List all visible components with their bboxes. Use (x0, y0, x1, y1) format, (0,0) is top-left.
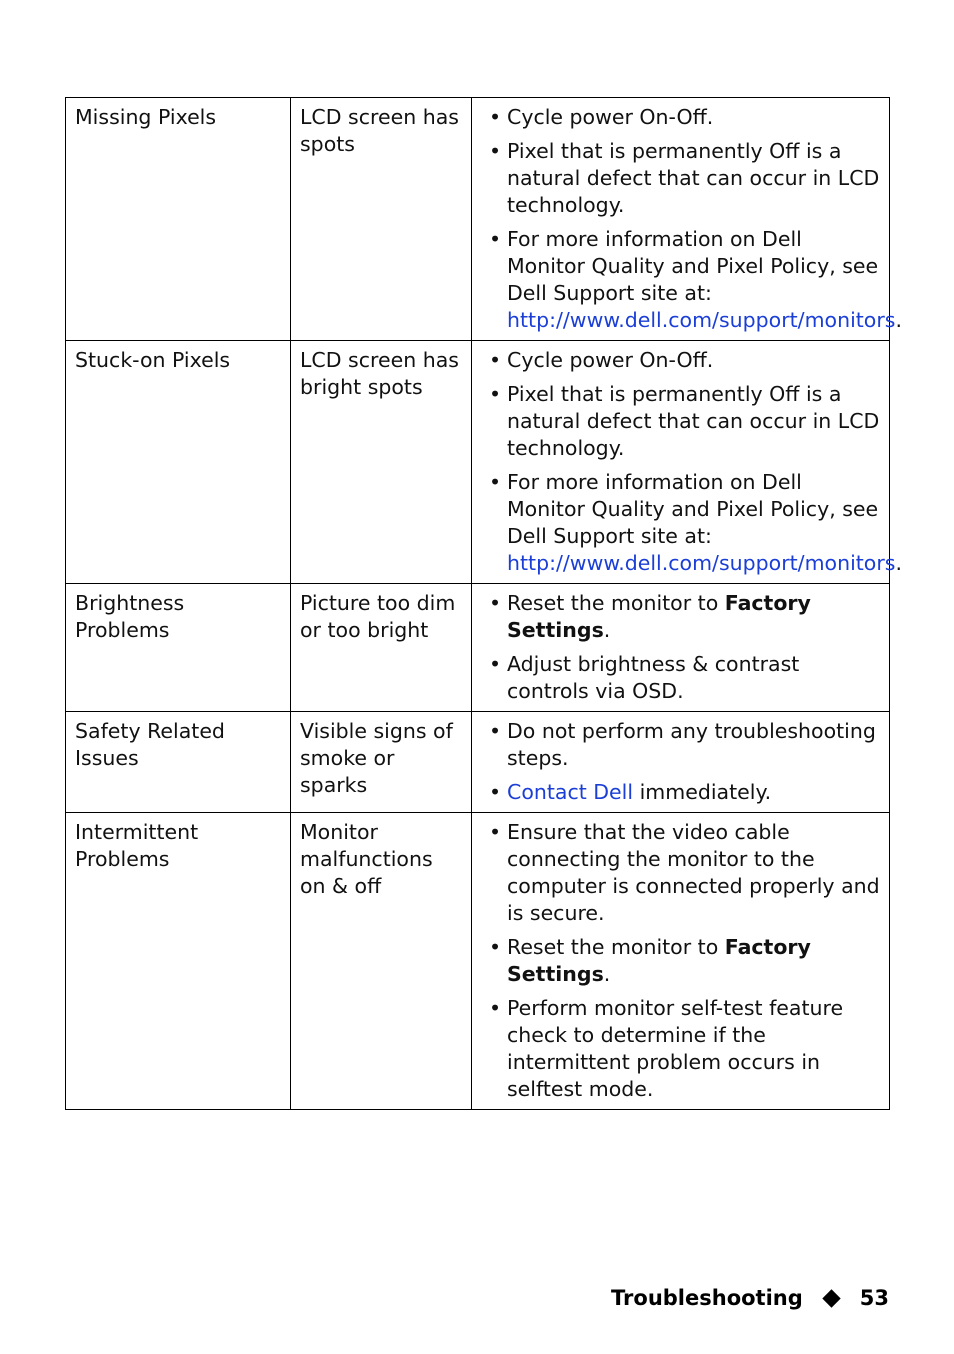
solution-link[interactable]: http://www.dell.com/support/monitors (507, 551, 896, 575)
solution-text: . (895, 308, 902, 332)
solutions-list (481, 590, 880, 705)
table-row (66, 98, 890, 341)
page-number: 53 (859, 1286, 889, 1310)
problem-cell: Safety Related Issues (66, 712, 291, 813)
solution-text: Cycle power On-Off. (507, 348, 714, 372)
symptom-cell: LCD screen has spots (291, 98, 472, 341)
solutions-cell (472, 712, 890, 813)
solution-text: Pixel that is permanently Off is a natural defect that can occur in LCD technology. (507, 382, 880, 460)
table-row (66, 813, 890, 1110)
solution-text: Perform monitor self-test feature check to determine if the intermittent problem occurs in selftest mode. (507, 996, 844, 1101)
table-row (66, 341, 890, 584)
solution-text: Cycle power On-Off. (507, 105, 714, 129)
solutions-cell (472, 584, 890, 712)
solution-item (481, 819, 880, 927)
solution-text: For more information on Dell Monitor Quality and Pixel Policy, see Dell Support site at: (507, 470, 879, 548)
symptom-cell: Picture too dim or too bright (291, 584, 472, 712)
solutions-list (481, 819, 880, 1103)
solution-text: Reset the monitor to (507, 591, 725, 615)
table-row (66, 712, 890, 813)
solutions-cell (472, 98, 902, 341)
solution-emphasis: Factory Settings (507, 591, 811, 642)
solutions-list (481, 104, 902, 334)
solution-item (481, 469, 902, 577)
solutions-cell (472, 341, 902, 584)
solution-text: . (603, 618, 611, 642)
problem-cell: Intermittent Problems (66, 813, 291, 1110)
solution-item (481, 381, 880, 462)
solutions-cell (472, 813, 890, 1110)
solution-text: Pixel that is permanently Off is a natural defect that can occur in LCD technology. (507, 139, 880, 217)
solution-link[interactable]: http://www.dell.com/support/monitors (507, 308, 896, 332)
problem-cell: Stuck-on Pixels (66, 341, 291, 584)
problem-cell: Brightness Problems (66, 584, 291, 712)
solution-text: Ensure that the video cable connecting the monitor to the computer is connected properly and is secure. (507, 820, 880, 925)
diamond-icon (822, 1289, 840, 1307)
solution-item (481, 104, 880, 131)
solution-item (481, 590, 880, 644)
solution-text: . (603, 962, 611, 986)
solution-item (481, 779, 880, 806)
solution-text: . (895, 551, 902, 575)
solution-text: immediately. (633, 780, 772, 804)
solution-item (481, 718, 880, 772)
solution-link[interactable]: Contact Dell (507, 780, 634, 804)
solution-item (481, 347, 880, 374)
troubleshooting-table (65, 97, 902, 1110)
problem-cell: Missing Pixels (66, 98, 291, 341)
solution-text: Adjust brightness & contrast controls via OSD. (507, 652, 800, 703)
symptom-cell: Visible signs of smoke or sparks (291, 712, 472, 813)
solution-item (481, 138, 880, 219)
symptom-cell: Monitor malfunctions on & off (291, 813, 472, 1110)
solution-text: For more information on Dell Monitor Quality and Pixel Policy, see Dell Support site at: (507, 227, 879, 305)
table-row (66, 584, 890, 712)
footer-section-title: Troubleshooting (611, 1286, 803, 1310)
symptom-cell: LCD screen has bright spots (291, 341, 472, 584)
solutions-list (481, 347, 902, 577)
solution-text: Do not perform any troubleshooting steps. (507, 719, 876, 770)
solution-item (481, 995, 880, 1103)
solution-emphasis: Factory Settings (507, 935, 811, 986)
solution-item (481, 934, 880, 988)
solutions-list (481, 718, 880, 806)
page-footer (611, 1286, 889, 1310)
solution-item (481, 226, 902, 334)
table-body (66, 98, 902, 1110)
solution-item (481, 651, 880, 705)
solution-text: Reset the monitor to (507, 935, 725, 959)
